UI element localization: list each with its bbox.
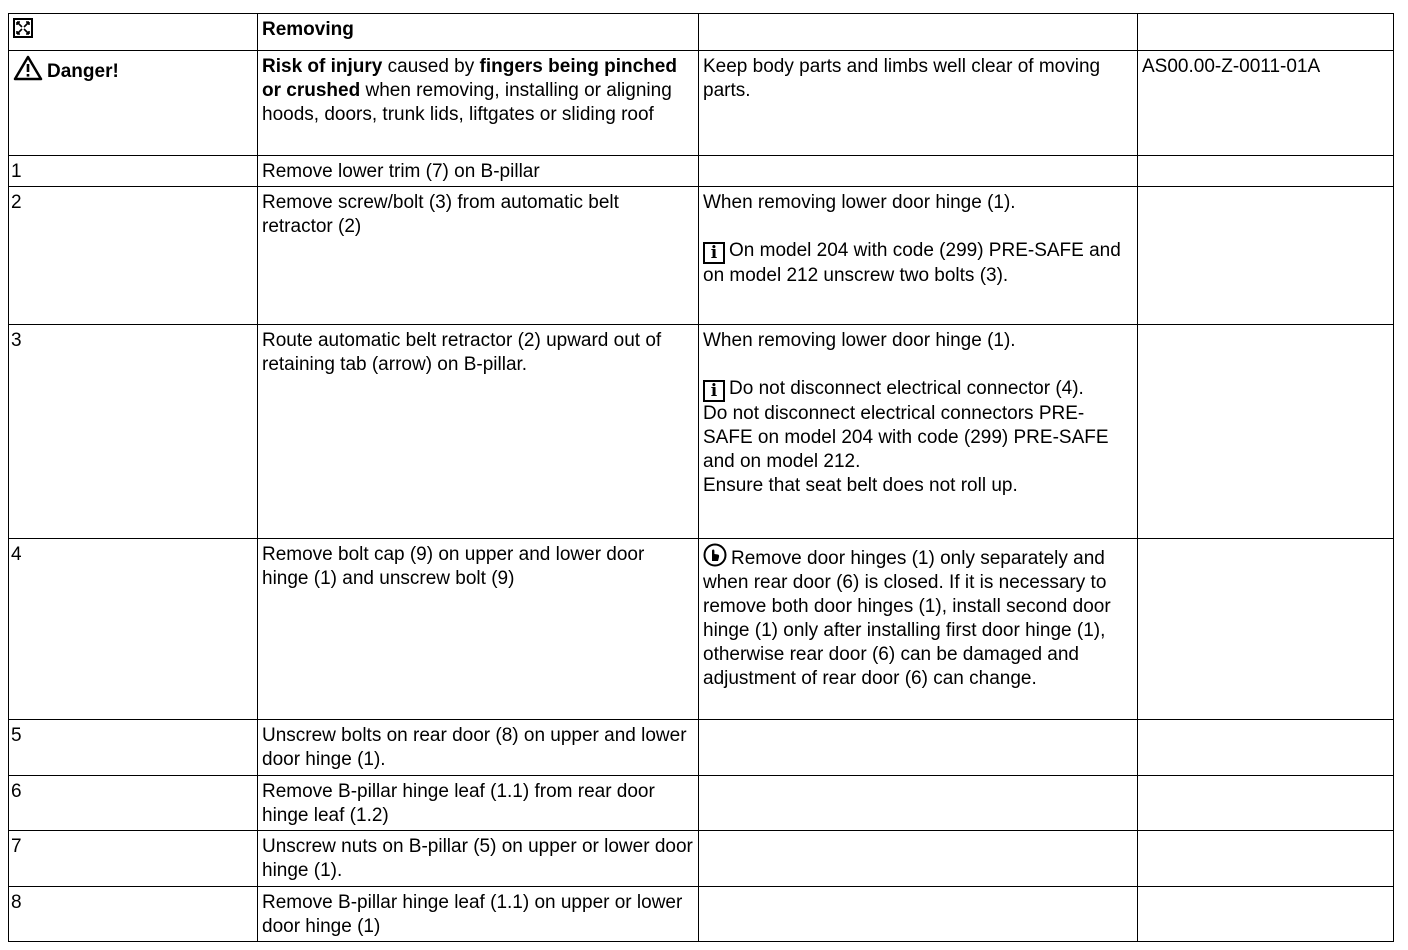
- warning-triangle-icon: [13, 55, 43, 81]
- step-row: [9, 156, 1394, 187]
- step-text: Unscrew nuts on B-pillar (5) on upper or lower door hinge (1).: [258, 831, 699, 887]
- notice-hand-icon: [703, 543, 727, 567]
- step-text: Remove lower trim (7) on B-pillar: [258, 156, 699, 187]
- step-code-empty: [1138, 831, 1394, 887]
- step-code-empty: [1138, 887, 1394, 942]
- step-code-empty: [1138, 187, 1394, 325]
- danger-row: [9, 51, 1394, 156]
- extra-note-1: Do not disconnect electrical connectors PRE-SAFE on model 204 with code (299) PRE-SAFE and on model 212.: [703, 403, 1109, 472]
- step-text: Remove B-pillar hinge leaf (1.1) from rear door hinge leaf (1.2): [258, 776, 699, 831]
- header-empty-3: [699, 14, 1138, 51]
- step-row: [9, 539, 1394, 720]
- step-text: Remove B-pillar hinge leaf (1.1) on upper or lower door hinge (1): [258, 887, 699, 942]
- step-note-cell: [699, 539, 1138, 720]
- step-note-line: When removing lower door hinge (1).: [703, 330, 1016, 351]
- step-row: [9, 325, 1394, 539]
- step-note-empty: [699, 887, 1138, 942]
- step-text: Remove screw/bolt (3) from automatic belt retractor (2): [258, 187, 699, 325]
- procedure-table: [8, 13, 1394, 942]
- info-icon: i: [703, 380, 725, 402]
- step-row: [9, 831, 1394, 887]
- danger-label: Danger!: [47, 61, 119, 82]
- risk-text-2: when removing, installing or aligning hoods, doors, trunk lids, liftgates or sliding roof: [262, 80, 672, 125]
- extra-note-2: Ensure that seat belt does not roll up.: [703, 475, 1018, 496]
- step-note-line: When removing lower door hinge (1).: [703, 192, 1016, 213]
- step-code-empty: [1138, 539, 1394, 720]
- step-code-empty: [1138, 776, 1394, 831]
- step-text: Route automatic belt retractor (2) upward out of retaining tab (arrow) on B-pillar.: [258, 325, 699, 539]
- info-icon: i: [703, 242, 725, 264]
- step-number: 7: [9, 831, 258, 887]
- danger-label-cell: [9, 51, 258, 156]
- info-text: Do not disconnect electrical connector (4).: [729, 378, 1084, 399]
- risk-text-1: caused by: [382, 56, 480, 77]
- step-note-empty: [699, 776, 1138, 831]
- header-icon-cell: [9, 14, 258, 51]
- step-text: Unscrew bolts on rear door (8) on upper and lower door hinge (1).: [258, 720, 699, 776]
- step-note-cell: [699, 187, 1138, 325]
- step-row: [9, 720, 1394, 776]
- step-row: [9, 776, 1394, 831]
- step-note-empty: [699, 720, 1138, 776]
- risk-bold: Risk of injury: [262, 56, 383, 77]
- step-code-empty: [1138, 325, 1394, 539]
- info-text: On model 204 with code (299) PRE-SAFE and on model 212 unscrew two bolts (3).: [703, 240, 1121, 286]
- step-number: 8: [9, 887, 258, 942]
- step-number: 3: [9, 325, 258, 539]
- step-code-empty: [1138, 720, 1394, 776]
- header-title: Removing: [258, 14, 699, 51]
- step-number: 2: [9, 187, 258, 325]
- step-number: 6: [9, 776, 258, 831]
- notice-text: Remove door hinges (1) only separately and when rear door (6) is closed. If it is necessary to remove both door hinges (1), install second door hinge (1) only after installing first door hinge (1), otherwise rear door (6) can be damaged and adjustment of rear door (6) can change.: [703, 548, 1111, 689]
- step-text: Remove bolt cap (9) on upper and lower door hinge (1) and unscrew bolt (9): [258, 539, 699, 720]
- step-note-cell: [699, 325, 1138, 539]
- danger-risk-cell: [258, 51, 699, 156]
- step-row: [9, 887, 1394, 942]
- danger-code: AS00.00-Z-0011-01A: [1138, 51, 1394, 156]
- header-row: [9, 14, 1394, 51]
- step-row: [9, 187, 1394, 325]
- danger-remedy: Keep body parts and limbs well clear of moving parts.: [699, 51, 1138, 156]
- exploded-view-icon: [13, 18, 33, 38]
- header-empty-4: [1138, 14, 1394, 51]
- step-note-empty: [699, 831, 1138, 887]
- step-number: 4: [9, 539, 258, 720]
- step-code-empty: [1138, 156, 1394, 187]
- step-number: 5: [9, 720, 258, 776]
- step-note-empty: [699, 156, 1138, 187]
- risk-bold-2: fingers being pinched or crushed: [262, 56, 677, 101]
- step-number: 1: [9, 156, 258, 187]
